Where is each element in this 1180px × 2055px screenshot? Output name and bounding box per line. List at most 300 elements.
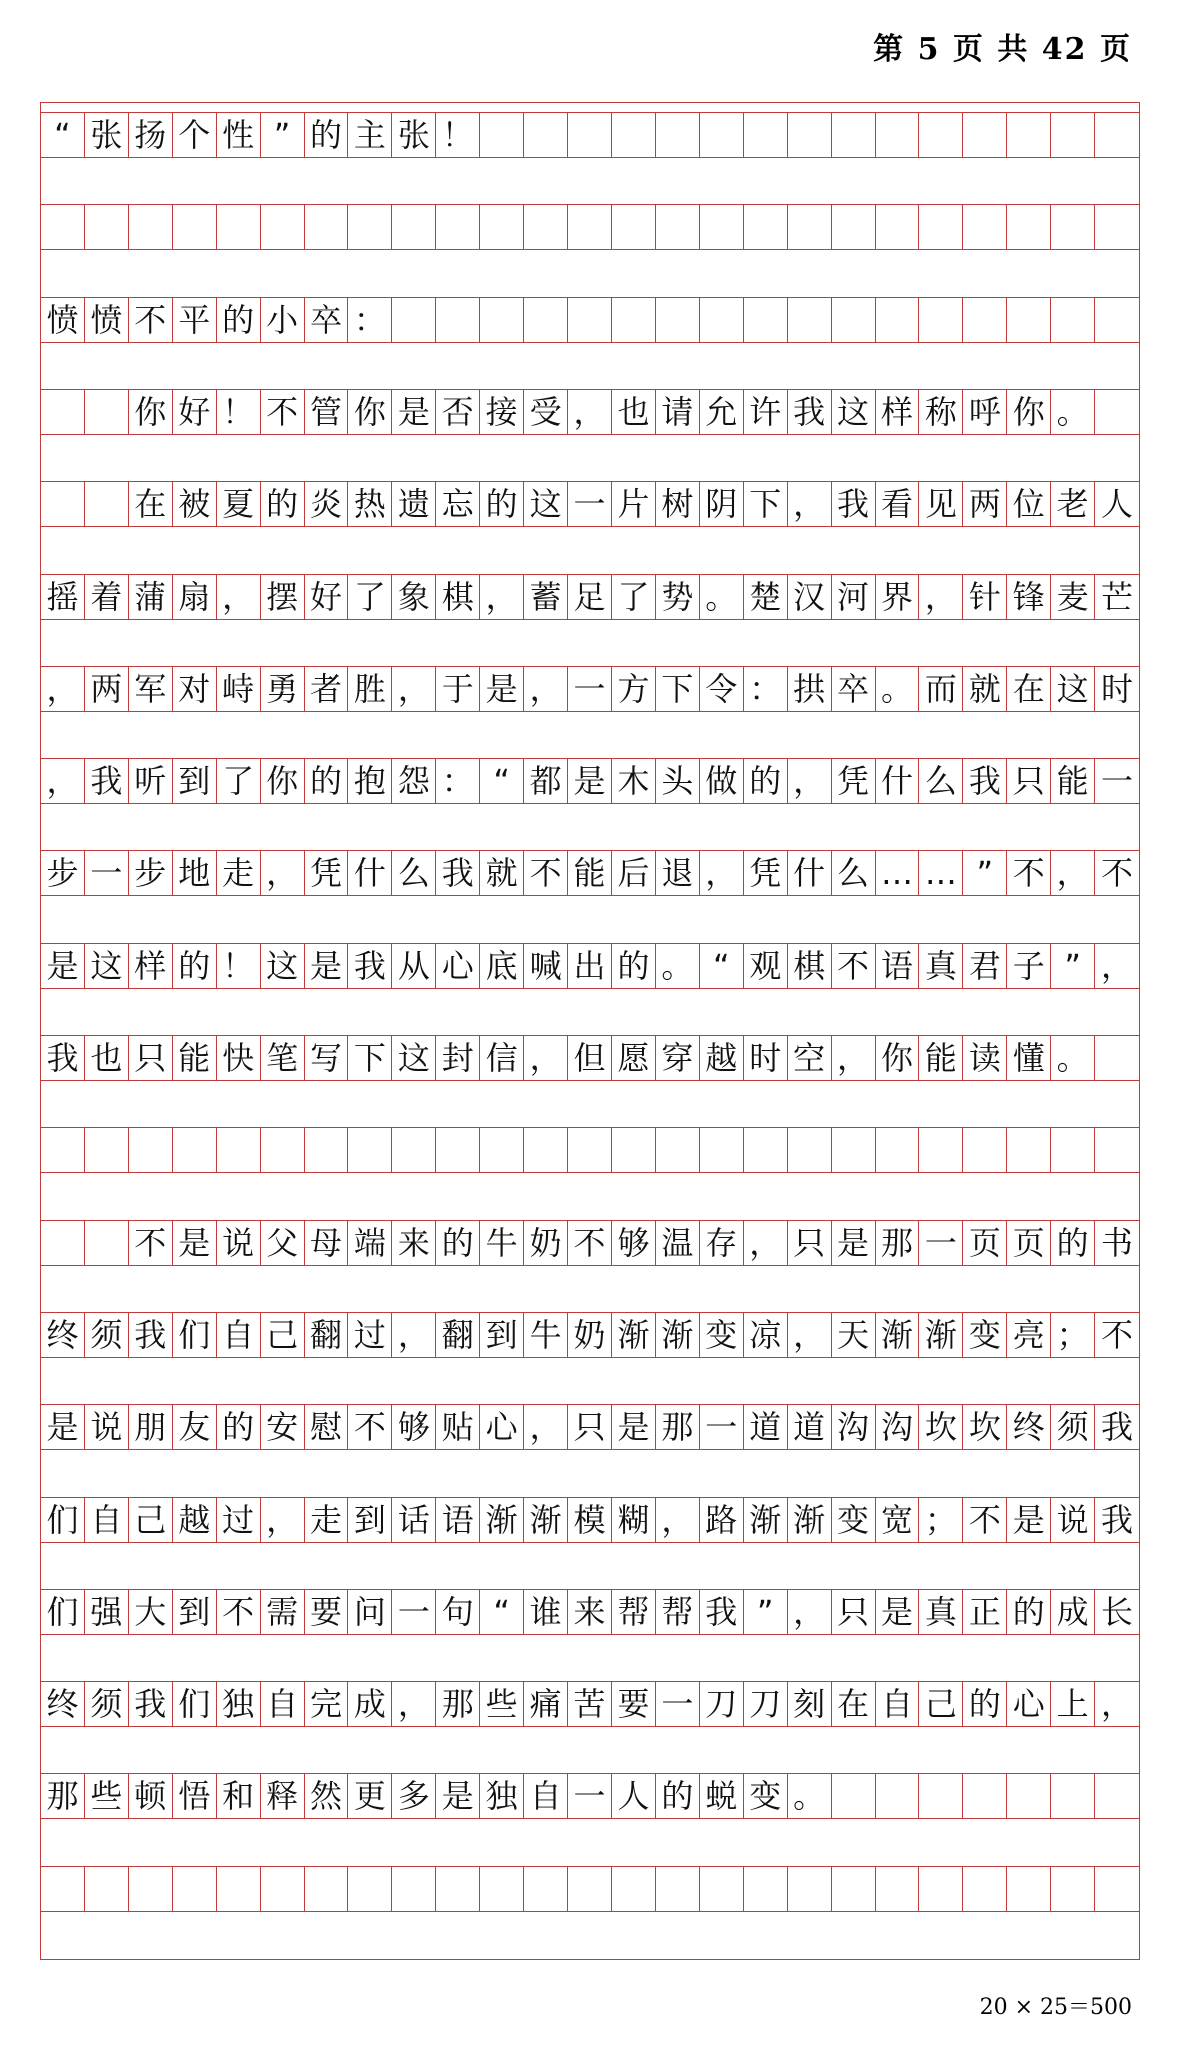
grid-cell bbox=[173, 1867, 217, 1911]
grid-cell bbox=[788, 482, 832, 526]
grid-cell bbox=[85, 1774, 129, 1818]
grid-cell bbox=[348, 1774, 392, 1818]
grid-char: 楚 bbox=[749, 577, 782, 616]
grid-cell bbox=[392, 1867, 436, 1911]
grid-cell bbox=[744, 667, 788, 711]
grid-char: 过 bbox=[222, 1500, 255, 1539]
grid-char: 。 bbox=[661, 946, 694, 985]
grid-cell bbox=[480, 298, 524, 342]
grid-cell bbox=[1007, 851, 1051, 895]
grid-char: 坎 bbox=[924, 1408, 957, 1447]
grid-char: 问 bbox=[353, 1592, 386, 1631]
grid-cell bbox=[656, 1682, 700, 1726]
grid-char: 悟 bbox=[178, 1777, 211, 1816]
grid-cell bbox=[1051, 1221, 1095, 1265]
grid-cell bbox=[568, 667, 612, 711]
grid-cell bbox=[919, 1774, 963, 1818]
grid-cell bbox=[480, 1590, 524, 1634]
grid-char: 刀 bbox=[705, 1685, 738, 1724]
grid-char: 渐 bbox=[661, 1315, 694, 1354]
grid-cell bbox=[876, 1036, 920, 1080]
grid-char: 说 bbox=[1056, 1500, 1089, 1539]
grid-cell bbox=[612, 1405, 656, 1449]
grid-char: 么 bbox=[837, 854, 870, 893]
grid-char: 什 bbox=[793, 854, 826, 893]
grid-cell bbox=[305, 390, 349, 434]
grid-cell bbox=[173, 944, 217, 988]
grid-char: 棋 bbox=[441, 577, 474, 616]
grid-char: 安 bbox=[266, 1408, 299, 1447]
grid-cell bbox=[700, 759, 744, 803]
grid-char: 是 bbox=[1012, 1500, 1045, 1539]
grid-cell bbox=[85, 1128, 129, 1172]
grid-char: 的 bbox=[309, 762, 342, 801]
grid-char: 天 bbox=[837, 1315, 870, 1354]
grid-char: 的 bbox=[309, 116, 342, 154]
grid-cell bbox=[612, 667, 656, 711]
grid-char: 那 bbox=[46, 1777, 79, 1816]
grid-cell bbox=[963, 1590, 1007, 1634]
grid-cell bbox=[129, 298, 173, 342]
grid-char: 宽 bbox=[880, 1500, 913, 1539]
grid-char: 人 bbox=[1100, 485, 1133, 524]
grid-cell bbox=[700, 851, 744, 895]
grid-char: 胜 bbox=[353, 669, 386, 708]
grid-cell bbox=[788, 1036, 832, 1080]
grid-cell bbox=[832, 482, 876, 526]
grid-char: 忘 bbox=[441, 485, 474, 524]
grid-char: 父 bbox=[266, 1223, 299, 1262]
grid-cell bbox=[656, 113, 700, 157]
grid-char: ” bbox=[976, 854, 994, 893]
grid-cell bbox=[963, 1682, 1007, 1726]
grid-char: ， bbox=[661, 1500, 694, 1539]
grid-char: 见 bbox=[924, 485, 957, 524]
grid-cell bbox=[612, 1313, 656, 1357]
grid-cell bbox=[305, 1774, 349, 1818]
grid-char: ！ bbox=[441, 116, 474, 154]
grid-cell bbox=[744, 1867, 788, 1911]
grid-cell bbox=[41, 113, 85, 157]
grid-char: ， bbox=[397, 1315, 430, 1354]
grid-char: 渐 bbox=[529, 1500, 562, 1539]
grid-cell bbox=[876, 1867, 920, 1911]
grid-cell bbox=[129, 759, 173, 803]
grid-cell bbox=[656, 1221, 700, 1265]
grid-char: 什 bbox=[353, 854, 386, 893]
grid-cell bbox=[1051, 482, 1095, 526]
grid-cell bbox=[832, 1221, 876, 1265]
grid-cell bbox=[788, 944, 832, 988]
composition-grid-paper bbox=[40, 102, 1140, 1960]
grid-cell bbox=[217, 1405, 261, 1449]
grid-cell bbox=[919, 390, 963, 434]
grid-cell bbox=[348, 667, 392, 711]
grid-char: 独 bbox=[485, 1777, 518, 1816]
grid-cell bbox=[480, 1221, 524, 1265]
grid-cell bbox=[41, 1405, 85, 1449]
grid-cell bbox=[700, 1221, 744, 1265]
grid-cell bbox=[612, 1867, 656, 1911]
grid-cell bbox=[1051, 851, 1095, 895]
grid-char: 张 bbox=[397, 116, 430, 154]
grid-cell bbox=[305, 113, 349, 157]
grid-char: 在 bbox=[837, 1685, 870, 1724]
grid-cell bbox=[1095, 113, 1139, 157]
grid-cell bbox=[524, 1682, 568, 1726]
grid-char: ” bbox=[756, 1592, 774, 1631]
grid-cell bbox=[348, 298, 392, 342]
grid-cell bbox=[392, 298, 436, 342]
grid-char: 势 bbox=[661, 577, 694, 616]
grid-char: 成 bbox=[1056, 1592, 1089, 1631]
grid-cell bbox=[348, 851, 392, 895]
grid-char: 笔 bbox=[266, 1039, 299, 1077]
grid-char: 树 bbox=[661, 485, 694, 524]
grid-cell bbox=[173, 575, 217, 619]
grid-cell bbox=[832, 1128, 876, 1172]
grid-cell bbox=[832, 1590, 876, 1634]
grid-char: 终 bbox=[1012, 1408, 1045, 1447]
grid-char: 们 bbox=[178, 1685, 211, 1724]
grid-cell bbox=[436, 1405, 480, 1449]
grid-char: 一 bbox=[705, 1408, 738, 1447]
grid-cell bbox=[919, 1498, 963, 1542]
grid-char: 渐 bbox=[485, 1500, 518, 1539]
grid-char: 是 bbox=[441, 1777, 474, 1816]
grid-char: 只 bbox=[134, 1039, 167, 1077]
grid-char: 个 bbox=[178, 116, 211, 154]
grid-char: 的 bbox=[178, 946, 211, 985]
grid-cell bbox=[305, 298, 349, 342]
grid-cell bbox=[568, 1036, 612, 1080]
grid-cell bbox=[173, 390, 217, 434]
grid-char: 方 bbox=[617, 669, 650, 708]
grid-cell bbox=[348, 1498, 392, 1542]
sheet-capacity-note: 20 × 25＝500 bbox=[979, 1995, 1132, 2020]
grid-cell bbox=[1051, 1867, 1095, 1911]
grid-cell bbox=[524, 482, 568, 526]
grid-cell bbox=[744, 1221, 788, 1265]
grid-cell bbox=[1051, 1498, 1095, 1542]
grid-cell bbox=[656, 944, 700, 988]
grid-cell bbox=[656, 1405, 700, 1449]
grid-char: 空 bbox=[793, 1039, 826, 1077]
grid-char: 下 bbox=[661, 669, 694, 708]
grid-char: 快 bbox=[222, 1039, 255, 1077]
grid-cell bbox=[41, 944, 85, 988]
grid-cell bbox=[85, 1867, 129, 1911]
grid-cell bbox=[963, 390, 1007, 434]
grid-char: ， bbox=[749, 1223, 782, 1262]
grid-cell bbox=[832, 1498, 876, 1542]
grid-char: 这 bbox=[837, 392, 870, 431]
grid-cell bbox=[129, 1128, 173, 1172]
grid-cell bbox=[392, 205, 436, 249]
grid-cell bbox=[436, 1128, 480, 1172]
grid-row bbox=[41, 1589, 1139, 1635]
grid-cell bbox=[85, 851, 129, 895]
grid-cell bbox=[217, 575, 261, 619]
grid-cell bbox=[524, 390, 568, 434]
grid-cell bbox=[348, 575, 392, 619]
grid-char: 不 bbox=[266, 392, 299, 431]
grid-char: 这 bbox=[397, 1039, 430, 1077]
grid-row bbox=[41, 758, 1139, 804]
grid-char: 允 bbox=[705, 392, 738, 431]
grid-cell bbox=[1095, 1313, 1139, 1357]
grid-cell bbox=[392, 1498, 436, 1542]
grid-cell bbox=[524, 113, 568, 157]
grid-cell bbox=[612, 1498, 656, 1542]
grid-char: 来 bbox=[573, 1592, 606, 1631]
grid-cell bbox=[568, 390, 612, 434]
grid-char: 而 bbox=[924, 669, 957, 708]
grid-char: 心 bbox=[485, 1408, 518, 1447]
grid-cell bbox=[41, 851, 85, 895]
grid-cell bbox=[524, 1867, 568, 1911]
grid-cell bbox=[348, 1128, 392, 1172]
grid-char: 在 bbox=[134, 485, 167, 524]
grid-cell bbox=[129, 1221, 173, 1265]
grid-cell bbox=[436, 759, 480, 803]
grid-row bbox=[41, 574, 1139, 620]
grid-cell bbox=[261, 944, 305, 988]
page-number: 第 5 页 共 42 页 bbox=[873, 32, 1132, 67]
grid-cell bbox=[919, 1405, 963, 1449]
grid-cell bbox=[348, 390, 392, 434]
grid-cell bbox=[305, 1405, 349, 1449]
grid-cell bbox=[217, 1774, 261, 1818]
grid-cell bbox=[129, 1682, 173, 1726]
grid-char: 怨 bbox=[397, 762, 430, 801]
grid-char: 正 bbox=[968, 1592, 1001, 1631]
grid-cell bbox=[1051, 1036, 1095, 1080]
grid-cell bbox=[656, 390, 700, 434]
grid-cell bbox=[1095, 205, 1139, 249]
grid-char: 了 bbox=[353, 577, 386, 616]
grid-char: 自 bbox=[266, 1685, 299, 1724]
grid-cell bbox=[1007, 575, 1051, 619]
grid-char: ， bbox=[266, 1500, 299, 1539]
grid-cell bbox=[1007, 1036, 1051, 1080]
grid-char: 独 bbox=[222, 1685, 255, 1724]
grid-cell bbox=[700, 113, 744, 157]
grid-cell bbox=[568, 575, 612, 619]
grid-char: 释 bbox=[266, 1777, 299, 1816]
grid-cell bbox=[876, 1774, 920, 1818]
grid-cell bbox=[700, 944, 744, 988]
grid-cell bbox=[436, 667, 480, 711]
grid-cell bbox=[612, 1590, 656, 1634]
grid-cell bbox=[832, 1682, 876, 1726]
grid-char: 变 bbox=[705, 1315, 738, 1354]
grid-cell bbox=[129, 851, 173, 895]
grid-row bbox=[41, 1681, 1139, 1727]
grid-cell bbox=[963, 1498, 1007, 1542]
grid-char: 老 bbox=[1056, 485, 1089, 524]
grid-char: 渐 bbox=[793, 1500, 826, 1539]
grid-char: 做 bbox=[705, 762, 738, 801]
grid-char: 木 bbox=[617, 762, 650, 801]
grid-cell bbox=[1007, 1498, 1051, 1542]
grid-cell bbox=[700, 1313, 744, 1357]
grid-cell bbox=[612, 1774, 656, 1818]
grid-cell bbox=[85, 205, 129, 249]
grid-char: 。 bbox=[880, 669, 913, 708]
grid-cell bbox=[348, 1405, 392, 1449]
grid-char: 要 bbox=[617, 1685, 650, 1724]
grid-char: ” bbox=[1064, 946, 1081, 985]
grid-char: 然 bbox=[309, 1777, 342, 1816]
grid-cell bbox=[480, 1313, 524, 1357]
grid-cell bbox=[568, 1221, 612, 1265]
grid-char: 愤 bbox=[46, 300, 79, 339]
grid-char: ； bbox=[1056, 1315, 1089, 1354]
grid-cell bbox=[41, 759, 85, 803]
grid-cell bbox=[612, 113, 656, 157]
grid-char: 都 bbox=[529, 762, 562, 801]
grid-row bbox=[41, 1312, 1139, 1358]
grid-cell bbox=[876, 482, 920, 526]
grid-char: 渐 bbox=[617, 1315, 650, 1354]
grid-char: 麦 bbox=[1056, 577, 1089, 616]
grid-char: ， bbox=[837, 1039, 870, 1077]
grid-char: 张 bbox=[90, 116, 123, 154]
grid-char: 不 bbox=[529, 854, 562, 893]
grid-cell bbox=[392, 759, 436, 803]
grid-cell bbox=[656, 1867, 700, 1911]
grid-cell bbox=[1095, 482, 1139, 526]
grid-char: 抱 bbox=[353, 762, 386, 801]
grid-cell bbox=[436, 1682, 480, 1726]
grid-cell bbox=[261, 575, 305, 619]
grid-cell bbox=[1051, 298, 1095, 342]
grid-cell bbox=[524, 1313, 568, 1357]
grid-cell bbox=[568, 1682, 612, 1726]
grid-cell bbox=[217, 298, 261, 342]
grid-char: 了 bbox=[222, 762, 255, 801]
grid-cell bbox=[832, 851, 876, 895]
grid-char: 更 bbox=[353, 1777, 386, 1816]
grid-cell bbox=[744, 575, 788, 619]
grid-cell bbox=[392, 667, 436, 711]
grid-char: ， bbox=[46, 762, 79, 801]
grid-cell bbox=[436, 113, 480, 157]
grid-char: 那 bbox=[880, 1223, 913, 1262]
grid-char: 不 bbox=[1012, 854, 1045, 893]
grid-char: 自 bbox=[880, 1685, 913, 1724]
grid-char: 能 bbox=[573, 854, 606, 893]
grid-cell bbox=[876, 575, 920, 619]
grid-cell bbox=[1007, 944, 1051, 988]
grid-cell bbox=[832, 1405, 876, 1449]
grid-cell bbox=[480, 1498, 524, 1542]
grid-cell bbox=[217, 1128, 261, 1172]
grid-cell bbox=[348, 205, 392, 249]
grid-cell bbox=[480, 390, 524, 434]
grid-cell bbox=[744, 482, 788, 526]
grid-cell bbox=[41, 1036, 85, 1080]
grid-char: 君 bbox=[968, 946, 1001, 985]
grid-char: 在 bbox=[1012, 669, 1045, 708]
grid-cell bbox=[173, 1313, 217, 1357]
grid-cell bbox=[744, 1405, 788, 1449]
grid-cell bbox=[744, 1036, 788, 1080]
grid-cell bbox=[612, 759, 656, 803]
grid-char: 样 bbox=[880, 392, 913, 431]
grid-cell bbox=[568, 298, 612, 342]
grid-char: 许 bbox=[749, 392, 782, 431]
grid-cell bbox=[919, 1036, 963, 1080]
grid-char: ” bbox=[273, 116, 291, 154]
grid-cell bbox=[436, 1221, 480, 1265]
grid-cell bbox=[173, 1682, 217, 1726]
grid-char: 够 bbox=[397, 1408, 430, 1447]
grid-cell bbox=[832, 575, 876, 619]
grid-cell bbox=[919, 1128, 963, 1172]
grid-char: 穿 bbox=[661, 1039, 694, 1077]
grid-cell bbox=[524, 298, 568, 342]
grid-cell bbox=[1051, 1590, 1095, 1634]
grid-char: 们 bbox=[46, 1500, 79, 1539]
grid-cell bbox=[436, 390, 480, 434]
grid-cell bbox=[1007, 113, 1051, 157]
grid-cell bbox=[1095, 759, 1139, 803]
grid-cell bbox=[85, 298, 129, 342]
grid-row bbox=[41, 1866, 1139, 1912]
grid-cell bbox=[788, 851, 832, 895]
grid-cell bbox=[656, 205, 700, 249]
grid-char: 是 bbox=[617, 1408, 650, 1447]
grid-cell bbox=[1051, 1128, 1095, 1172]
grid-cell bbox=[173, 298, 217, 342]
grid-cell bbox=[963, 1036, 1007, 1080]
grid-cell bbox=[919, 298, 963, 342]
grid-cell bbox=[919, 1867, 963, 1911]
grid-row bbox=[41, 1035, 1139, 1081]
grid-cell bbox=[963, 1774, 1007, 1818]
grid-cell bbox=[963, 667, 1007, 711]
grid-char: 的 bbox=[441, 1223, 474, 1262]
grid-cell bbox=[963, 1867, 1007, 1911]
grid-char: 说 bbox=[222, 1223, 255, 1262]
grid-cell bbox=[85, 482, 129, 526]
grid-char: 奶 bbox=[529, 1223, 562, 1262]
grid-char: 信 bbox=[485, 1039, 518, 1077]
grid-cell bbox=[41, 1682, 85, 1726]
grid-cell bbox=[744, 390, 788, 434]
grid-cell bbox=[348, 759, 392, 803]
grid-cell bbox=[392, 1405, 436, 1449]
grid-cell bbox=[261, 759, 305, 803]
grid-cell bbox=[392, 1221, 436, 1265]
grid-cell bbox=[876, 1590, 920, 1634]
grid-cell bbox=[1007, 667, 1051, 711]
grid-cell bbox=[85, 1036, 129, 1080]
grid-cell bbox=[656, 851, 700, 895]
grid-cell bbox=[656, 667, 700, 711]
grid-char: 我 bbox=[1100, 1500, 1133, 1539]
grid-char: 强 bbox=[90, 1592, 123, 1631]
grid-cell bbox=[41, 667, 85, 711]
grid-char: 存 bbox=[705, 1223, 738, 1262]
grid-char: 扬 bbox=[134, 116, 167, 154]
grid-char: 退 bbox=[661, 854, 694, 893]
grid-char: 但 bbox=[573, 1039, 606, 1077]
grid-cell bbox=[963, 1128, 1007, 1172]
grid-cell bbox=[744, 1313, 788, 1357]
